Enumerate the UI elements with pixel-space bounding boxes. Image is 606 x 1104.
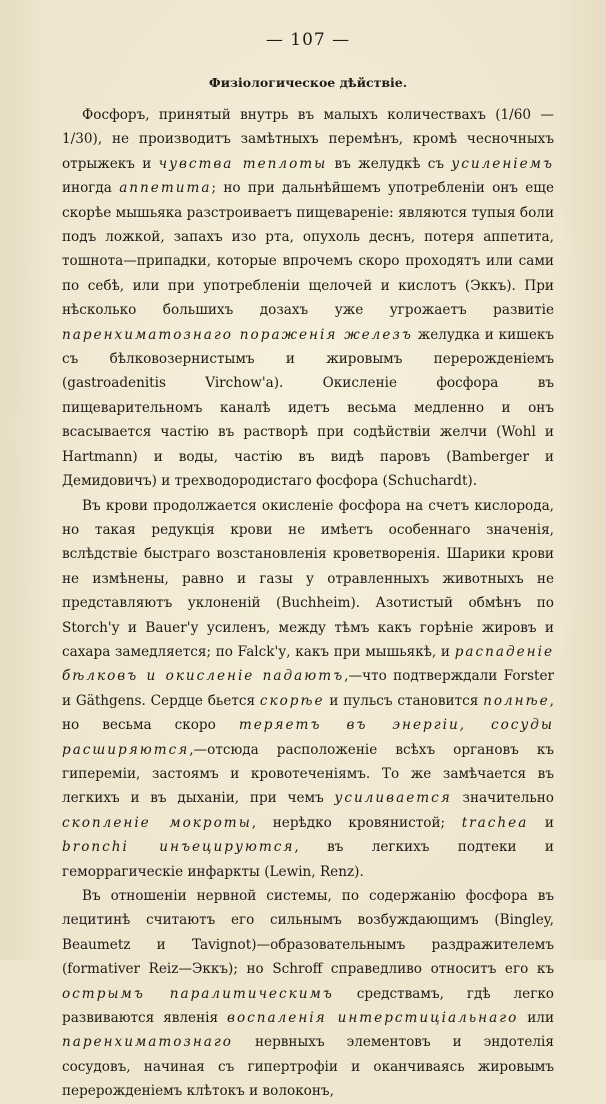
emphasis-run: усиленiемъ bbox=[451, 155, 554, 172]
text-run: средствамъ, гдѣ легко развиваются явленiя bbox=[62, 985, 554, 1027]
text-run: въ желудкѣ съ bbox=[327, 155, 452, 172]
text-run: значительно bbox=[451, 790, 554, 807]
text-run: ,—отсюда расположенiе всѣхъ органовъ къ гиперемiи, застоямъ и кровотеченiямъ. То же замѣчается въ легкихъ и въ дыханiи, при чемъ bbox=[62, 741, 554, 807]
emphasis-run: усиливается bbox=[334, 790, 452, 807]
text-run: и пульсъ становится bbox=[324, 692, 484, 709]
emphasis-run: воспаленiя интерстицiальнаго bbox=[227, 1010, 519, 1027]
emphasis-run: чувства теплоты bbox=[158, 155, 328, 172]
paragraph-3 bbox=[62, 884, 554, 1104]
text-run: ,—что подтверждали Forster и Gäthgens. Сердце бьется bbox=[62, 668, 554, 709]
emphasis-run: паренхиматознаго bbox=[62, 1034, 233, 1051]
emphasis-run: распаденiе бѣлковъ и окисленiе падаютъ bbox=[62, 643, 554, 685]
page-number: — 107 — bbox=[265, 30, 351, 50]
text-run: и bbox=[528, 814, 554, 831]
text-run: или bbox=[518, 1010, 555, 1027]
text-run: желудка и кишекъ съ бѣлковозернистымъ и жировымъ перерожденiемъ (gastroadenitis Virchow'a). Окисленiе фосфора въ пищеварительномъ каналѣ идетъ весьма медленно и онъ всасывается частiю въ растворѣ при содѣйствiи желчи (Wohl и Hartmann) и воды, частiю въ видѣ паровъ (Bamberger и Демидовичъ) и трехводородистаго фосфора (Schuchardt). bbox=[62, 326, 555, 490]
text-run: Въ отношенiи нервной системы, по содержанiю фосфора въ лецитинѣ считаютъ его сильнымъ возбуждающимъ (Bingley, Beaumetz и Tavignot)—образовательнымъ раздражителемъ (formativer Reiz—Эккъ); но Schroff справедливо относитъ его къ bbox=[62, 888, 554, 978]
emphasis-run: теряетъ въ энергiи, сосуды расширяются bbox=[62, 717, 554, 758]
emphasis-run: trachea bbox=[461, 814, 529, 831]
text-run: 1/60 — 1/30 bbox=[62, 107, 554, 148]
emphasis-run: скорѣе bbox=[259, 692, 325, 709]
paragraph-2 bbox=[62, 494, 554, 885]
emphasis-run: аппетита bbox=[119, 180, 212, 197]
text-run: иногда bbox=[62, 180, 120, 197]
text-run: , въ легкихъ подтеки и геморрагическiе инфаркты (Lewin, Renz). bbox=[62, 839, 554, 880]
text-run: , но весьма скоро bbox=[62, 692, 554, 734]
emphasis-run: паренхиматознаго пораженiя железъ bbox=[62, 326, 413, 343]
text-run: ; но при дальнѣйшемъ употребленiи онъ еще скорѣе мышьяка разстроиваетъ пищеваренiе: являются тупыя боли подъ ложкой, запахъ изо рта, опухоль деснъ, потеря аппетита, тошнота—припадки, которые впрочемъ скоро проходятъ или сами по себѣ, или при употребленiи щелочей и кислотъ (Эккъ). При нѣсколько большихъ дозахъ уже угрожаетъ развитiе bbox=[62, 180, 554, 319]
body-text bbox=[62, 103, 554, 1104]
emphasis-run: полнѣе bbox=[483, 692, 550, 709]
text-run: ), не производитъ замѣтныхъ перемѣнъ, кромѣ чесночныхъ отрыжекъ и bbox=[62, 131, 554, 172]
emphasis-run: скопленiе мокроты bbox=[62, 814, 252, 831]
emphasis-run: острымъ паралитическимъ bbox=[62, 985, 334, 1002]
emphasis-run: bronchi инъецируются bbox=[62, 839, 295, 856]
text-run: нервныхъ элементовъ и эндотелiя сосудовъ, начиная съ гипертрофiи и оканчиваясь жировымъ перерожденiемъ клѣтокъ и волоконъ, bbox=[62, 1034, 554, 1100]
text-run: Въ крови продолжается окисленiе фосфора на счетъ кислорода, но такая редукцiя крови не имѣетъ особеннаго значенiя, вслѣдствiе быстраго возстановленiя кроветворенiя. Шарики крови не измѣнены, равно и газы у отравленныхъ животныхъ не представляютъ уклоненiй (Buchheim). Азотистый обмѣнъ по Storch'у и Bauer'у усиленъ, между тѣмъ какъ горѣнiе жировъ и сахара замедляется; по Falck'у, какъ при мышьякѣ, и bbox=[62, 497, 554, 660]
section-title: Физiологическое дѣйствie. bbox=[208, 75, 408, 90]
text-run: Фосфоръ, принятый внутрь въ малыхъ количествахъ ( bbox=[82, 107, 501, 123]
paragraph-1 bbox=[62, 103, 554, 494]
text-run: , нерѣдко кровянистой; bbox=[251, 814, 462, 831]
